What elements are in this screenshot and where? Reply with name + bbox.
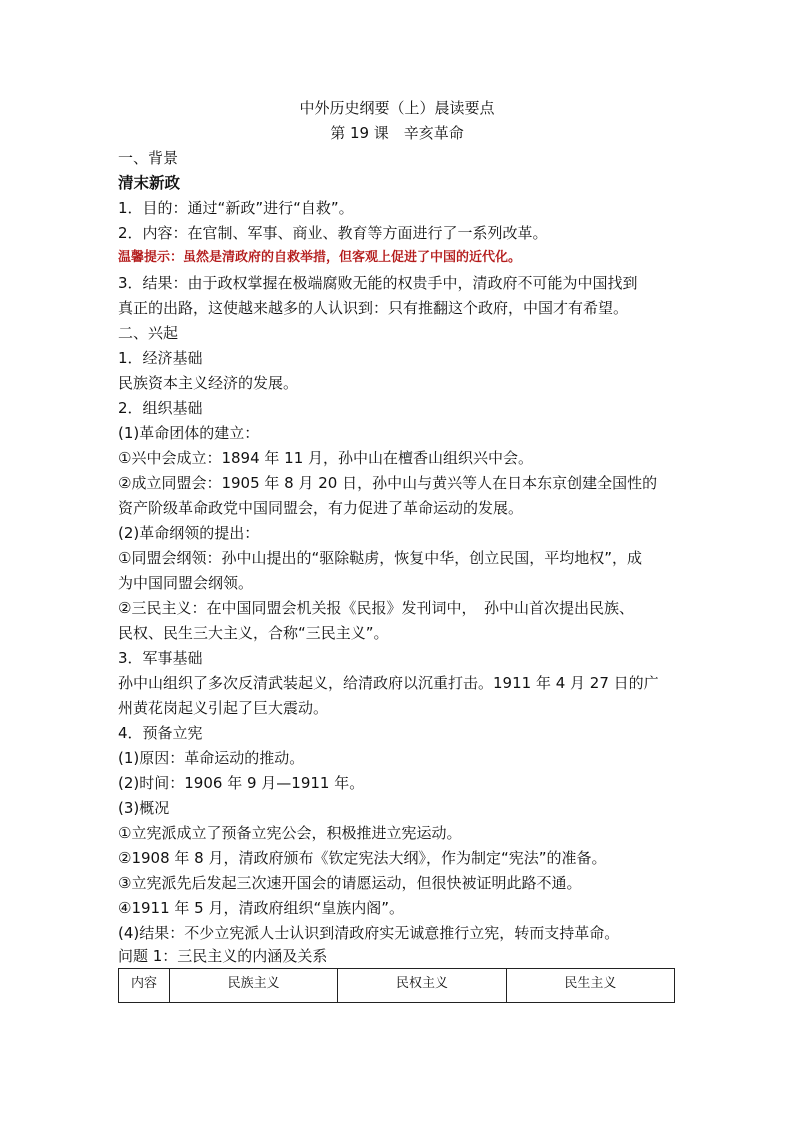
sanmin-table [118, 968, 675, 1003]
text-line: (3)概况 [118, 799, 170, 817]
subsection-heading: 清末新政 [118, 174, 181, 192]
table-header-cell: 民权主义 [338, 969, 506, 1003]
text-line: 1．目的：通过“新政”进行“自救”。 [118, 199, 354, 217]
table-header-cell: 民族主义 [170, 969, 338, 1003]
text-line: ②1908 年 8 月，清政府颁布《钦定宪法大纲》，作为制定“宪法”的准备。 [118, 849, 607, 867]
text-line: 3．军事基础 [118, 649, 203, 667]
text-line: 民权、民生三大主义，合称“三民主义”。 [118, 624, 389, 642]
question-heading: 问题 1：三民主义的内涵及关系 [118, 947, 328, 965]
text-line: 资产阶级革命政党中国同盟会，有力促进了革命运动的发展。 [118, 499, 524, 517]
text-line: 3．结果：由于政权掌握在极端腐败无能的权贵手中，清政府不可能为中国找到 [118, 274, 638, 292]
text-line: 民族资本主义经济的发展。 [118, 374, 299, 392]
doc-subtitle: 第 19 课 辛亥革命 [330, 124, 464, 142]
text-line: 为中国同盟会纲领。 [118, 574, 254, 592]
text-line: 孙中山组织了多次反清武装起义，给清政府以沉重打击。1911 年 4 月 27 日的广 [118, 674, 659, 692]
text-line: ①立宪派成立了预备立宪公会，积极推进立宪运动。 [118, 824, 462, 842]
text-line: (2)革命纲领的提出： [118, 524, 260, 542]
text-line: ②三民主义：在中国同盟会机关报《民报》发刊词中， 孙中山首次提出民族、 [118, 599, 634, 617]
text-line: 2．内容：在官制、军事、商业、教育等方面进行了一系列改革。 [118, 224, 548, 242]
text-line: ①兴中会成立：1894 年 11 月，孙中山在檀香山组织兴中会。 [118, 449, 534, 467]
table-row [119, 969, 675, 1003]
text-line: (2)时间：1906 年 9 月—1911 年。 [118, 774, 365, 792]
text-line: 2．组织基础 [118, 399, 203, 417]
text-line: ①同盟会纲领：孙中山提出的“驱除鞑虏，恢复中华，创立民国，平均地权”，成 [118, 549, 642, 567]
doc-title: 中外历史纲要（上）晨读要点 [299, 99, 495, 117]
section-heading: 二、兴起 [118, 324, 179, 342]
text-line: ③立宪派先后发起三次速开国会的请愿运动，但很快被证明此路不通。 [118, 874, 582, 892]
text-line: ④1911 年 5 月，清政府组织“皇族内阁”。 [118, 899, 405, 917]
tip-line: 温馨提示：虽然是清政府的自救举措，但客观上促进了中国的近代化。 [118, 250, 522, 265]
section-heading: 一、背景 [118, 149, 179, 167]
text-line: (1)原因：革命运动的推动。 [118, 749, 305, 767]
text-line: 州黄花岗起义引起了巨大震动。 [118, 699, 329, 717]
text-line: 1．经济基础 [118, 349, 203, 367]
table-header-cell: 民生主义 [506, 969, 674, 1003]
text-line: (1)革命团体的建立： [118, 424, 260, 442]
text-line: (4)结果：不少立宪派人士认识到清政府实无诚意推行立宪，转而支持革命。 [118, 924, 620, 942]
text-line: 真正的出路，这使越来越多的人认识到：只有推翻这个政府，中国才有希望。 [118, 299, 629, 317]
text-line: ②成立同盟会：1905 年 8 月 20 日，孙中山与黄兴等人在日本东京创建全国性的 [118, 474, 658, 492]
text-line: 4．预备立宪 [118, 724, 203, 742]
table-header-cell: 内容 [119, 969, 170, 1003]
